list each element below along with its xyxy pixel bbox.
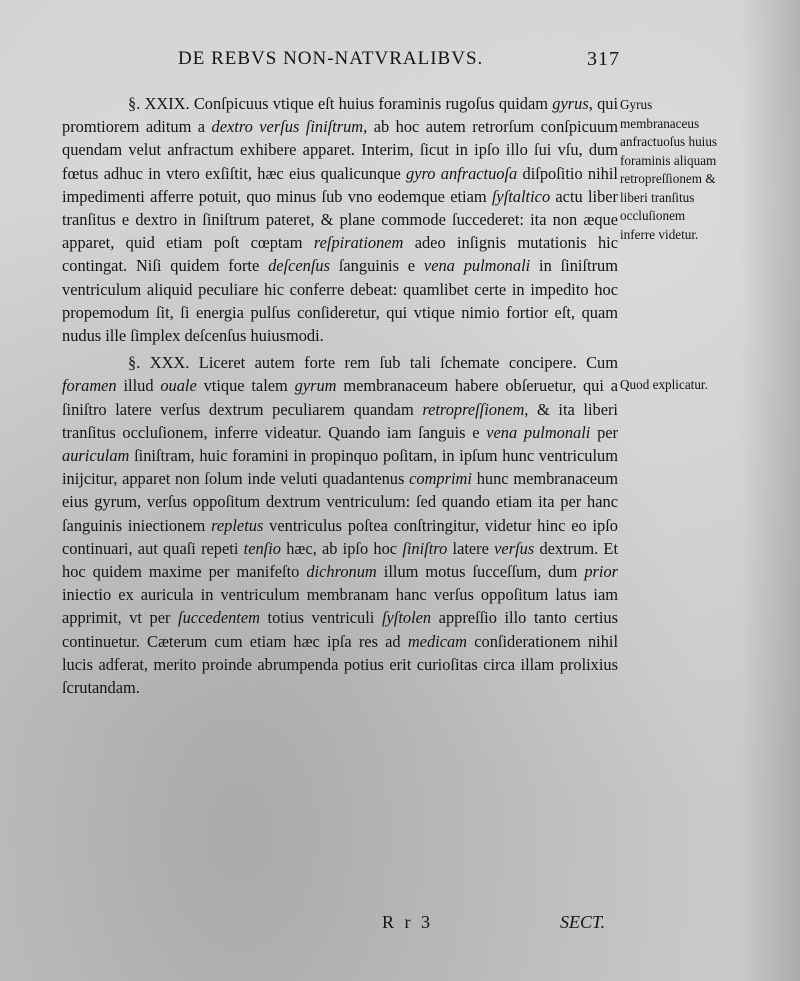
text-run: , & ita liberi tranſitus occluſionem, inferre videatur. Quando iam ſanguis e <box>62 399 618 442</box>
italic-term: gyrus <box>552 94 589 113</box>
text-run: vtique talem <box>196 376 295 396</box>
text-run: actu liber tranſitus e dextro in ſiniſtrum pateret, & plane commode ſuccederet: ita non æque apparet, quid etiam poſt cœptam <box>62 186 619 253</box>
italic-term: reſpirationem <box>313 233 404 253</box>
text-run: appreſſio illo tanto certius continuetur. Cæterum cum etiam hæc ipſa res ad <box>62 608 618 651</box>
italic-term: ſiniſtro <box>402 538 448 558</box>
text-run: dextrum. Et hoc quidem maxime per manifeſto <box>62 538 618 582</box>
text-run: ſanguinis e <box>330 256 424 276</box>
italic-term: comprimi <box>409 469 472 489</box>
italic-term: foramen <box>62 376 117 396</box>
signature-mark: R r 3 <box>382 912 433 932</box>
page-number: 317 <box>587 48 620 70</box>
italic-term: dextro verſus ſiniſtrum <box>211 117 364 137</box>
italic-term: deſcenſus <box>268 256 330 276</box>
italic-term: verſus <box>494 538 535 558</box>
italic-term: prior <box>584 562 619 582</box>
italic-term: repletus <box>211 515 264 535</box>
margin-note-explicatur: Quod explicatur. <box>620 377 708 392</box>
text-run: illum motus ſucceſſum, dum <box>376 562 585 582</box>
text-run: adeo inſignis mutationis hic contingat. Niſi quidem forte <box>62 233 618 276</box>
text-run: membranaceum habere obſeruetur, qui a ſiniſtro latere verſus dextrum peculiarem quandam <box>62 376 618 419</box>
italic-term: ſyſtaltico <box>491 186 551 206</box>
text-run: illud <box>116 376 161 396</box>
text-run: per <box>590 422 619 442</box>
italic-term: retropreſſionem <box>422 399 525 419</box>
italic-term: gyrum <box>294 376 337 396</box>
text-run: conſiderationem nihil lucis adferat, merito proinde abrumpenda potius erit curioſitas circa illam prolixius ſcrutandam. <box>62 631 618 698</box>
page-edge-shadow <box>740 0 800 981</box>
italic-term: vena pulmonali <box>423 256 531 276</box>
italic-term: tenſio <box>243 538 281 558</box>
italic-term: gyro anfractuoſa <box>406 163 518 183</box>
italic-term: auriculam <box>62 446 130 466</box>
margin-note-gyrus: Gyrus membranaceus anfractuoſus huius foraminis aliquam retropreſſionem & liberi tranſitus occluſionem inferre videtur. <box>620 97 718 242</box>
text-run: , qui promtiorem aditum a <box>62 94 619 137</box>
text-run: §. XXIX. Conſpicuus vtique eſt huius foraminis rugoſus quidam <box>128 94 553 113</box>
running-title: DE REBVS NON-NATVRALIBVS. <box>178 48 484 69</box>
italic-term: vena pulmonali <box>486 422 591 442</box>
text-run: iniectio ex auricula in ventriculum membranam hanc verſus oppoſitum latus iam apprimit, vt per <box>62 585 618 628</box>
text-run: §. XXX. Liceret autem forte rem ſub tali ſchemate concipere. Cum <box>128 353 618 373</box>
paragraph-30 <box>62 351 618 699</box>
text-run: hunc membranaceum eius gyrum, verſus oppoſitum dextrum ventriculum: ſed quando etiam ita per hanc ſanguinis iniectionem <box>62 469 618 535</box>
text-run: , ab hoc autem retrorſum conſpicuum quendam velut anfractum exhibere apparet. Interim, ſicut in ipſo illo ſui vſu, dum fœtus adhuc in vtero exſiſtit, hæc eius qualicunque <box>62 117 618 183</box>
text-run: latere <box>447 538 495 558</box>
text-run: totius ventriculi <box>259 608 382 628</box>
text-run: in ſiniſtrum ventriculum aliquid peculiare hic conferre debeat: quamlibet certe in impedito hoc propemodum ſit, ſi energia pulſus conſideretur, qui vtique nimio fortior eſt, quam nudus ille ſimplex deſcenſus huiusmodi. <box>62 256 618 346</box>
text-run: ventriculus poſtea conſtringitur, videtur hinc eo ipſo continuari, aut quaſi repeti <box>62 515 619 558</box>
text-run: hæc, ab ipſo hoc <box>280 538 403 558</box>
body-text <box>62 92 618 703</box>
italic-term: dichronum <box>306 562 377 582</box>
italic-term: ſuccedentem <box>178 608 260 628</box>
italic-term: ſyſtolen <box>381 608 432 628</box>
catchword: SECT. <box>560 912 606 932</box>
paragraph-29 <box>62 92 618 347</box>
italic-term: medicam <box>407 631 468 651</box>
italic-term: ouale <box>160 376 197 396</box>
text-run: diſpoſitio nihil impedimenti afferre potuit, quo minus ſub vno eodemque etiam <box>62 163 618 206</box>
text-run: ſiniſtram, huic foramini in propinquo poſitam, in ipſum hunc ventriculum inijcitur, apparet non ſolum inde veluti quadantenus <box>62 446 618 489</box>
